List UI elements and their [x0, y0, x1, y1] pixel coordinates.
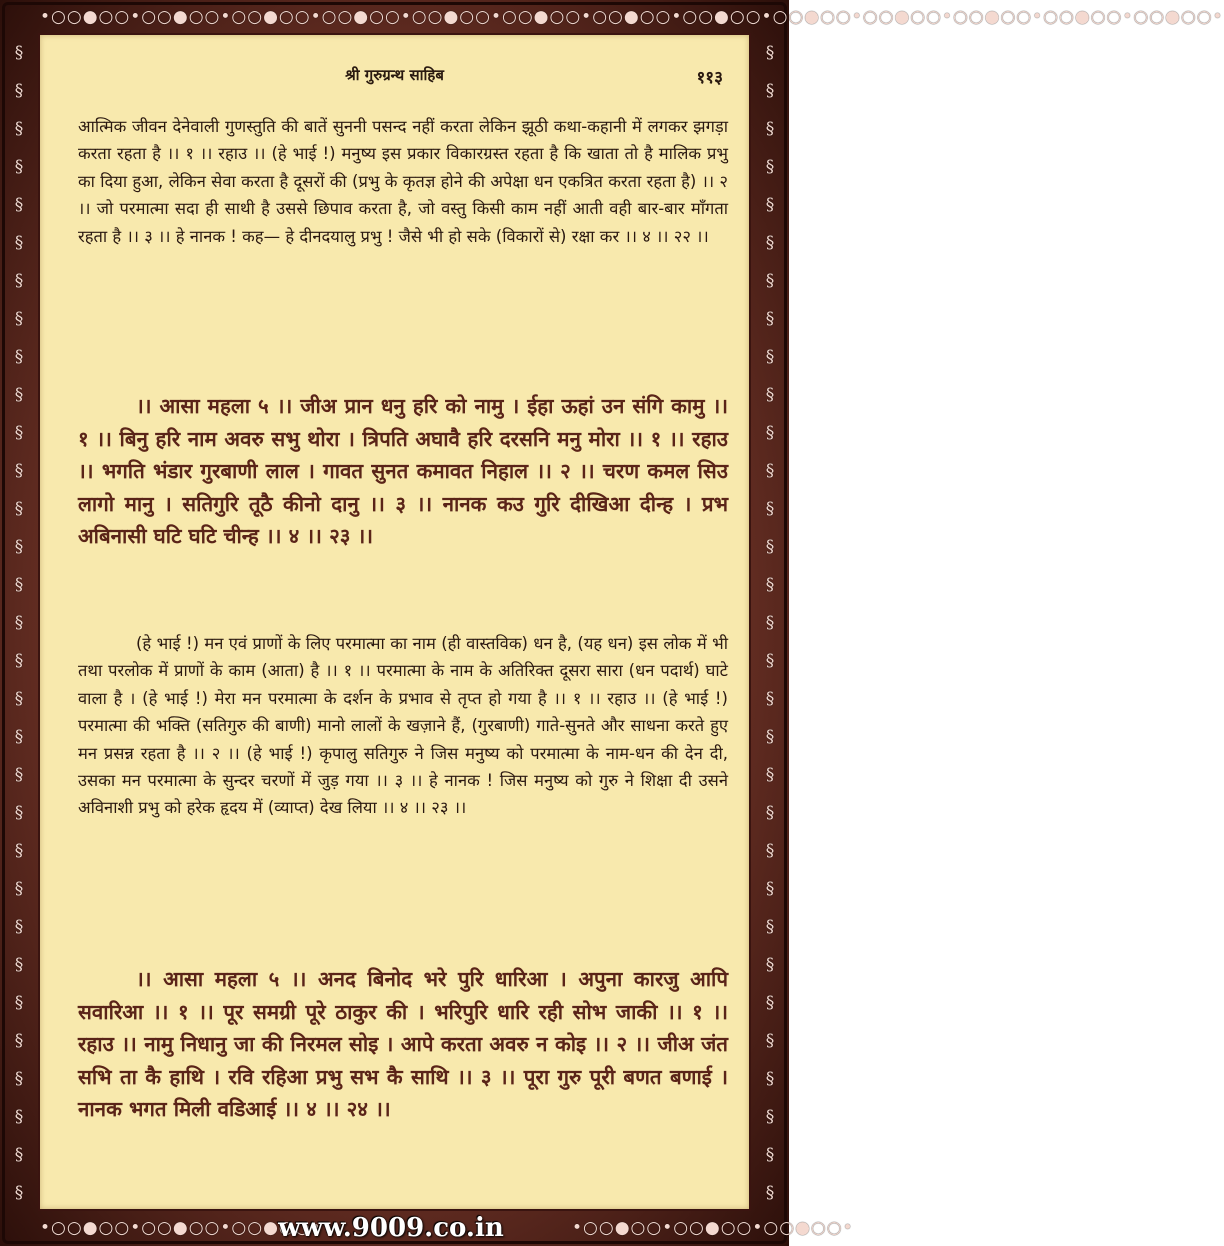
page-number: ११३	[696, 68, 723, 88]
translation-paragraph: आत्मिक जीवन देनेवाली गुणस्तुति की बातें सुननी पसन्द नहीं करता लेकिन झूठी कथा-कहानी में लगकर झगड़ा करता रहता है ।। १ ।। रहाउ ।। (हे भाई !) मनुष्य इस प्रकार विकारग्रस्त रहता है कि खाता तो है मालिक प्रभु का दिया हुआ, लेकिन सेवा करता है दूसरों की (प्रभु के कृतज्ञ होने की अपेक्षा धन एकत्रित करता रहता है) ।। २ ।। जो परमात्मा सदा ही साथी है उससे छिपाव करता है, जो वस्तु किसी काम नहीं आती वही बार-बार माँगता रहता है ।। ३ ।। हे नानक ! कह— हे दीनदयालु प्रभु ! जैसे भी हो सके (विकारों से) रक्षा कर ।। ४ ।। २२ ।।	[78, 117, 728, 246]
scripture-page	[38, 33, 751, 1211]
translation-text: (हे भाई !) मन एवं प्राणों के लिए परमात्मा का नाम (ही वास्तविक) धन है, (यह धन) इस लोक में भी तथा परलोक में प्राणों के काम (आता) है ।। १ ।। परमात्मा के नाम के अतिरिक्त दूसरा सारा (धन पदार्थ) घाटे वाला है । (हे भाई !) मेरा मन परमात्मा के दर्शन के प्रभाव से तृप्त हो गया है ।। १ ।। रहाउ ।। (हे भाई !) परमात्मा की भक्ति (सतिगुरु की बाणी) मानो लालों के खज़ाने हैं, (गुरबाणी) गाते-सुनते और साधना करते हुए मन प्रसन्न रहता है ।। २ ।। (हे भाई !) कृपालु सतिगुरु ने जिस मनुष्य को परमात्मा के नाम-धन की देन दी, उसका मन परमात्मा के सुन्दर चरणों में जुड़ गया ।। ३ ।। हे नानक ! जिस मनुष्य को गुरु ने शिक्षा दी उसने अविनाशी प्रभु को हरेक हृदय में (व्याप्त) देख लिया ।। ४ ।। २३ ।।	[78, 634, 728, 818]
website-url-link[interactable]: www.9009.co.in	[278, 1213, 504, 1243]
gurbani-verse-text: ।। आसा महला ५ ।। अनद बिनोद भरे पुरि धारिआ । अपुना कारजु आपि सवारिआ ।। १ ।। पूर समग्री पूरे ठाकुर की । भरिपुरि धारि रही सोभ जाकी ।। १ ।। रहाउ ।। नामु निधानु जा की निरमल सोइ । आपे करता अवरु न कोइ ।। २ ।। जीअ जंत सभि ता कै हाथि । रवि रहिआ प्रभु सभ कै साथि ।। ३ ।। पूरा गुरु पूरी बणत बणाई । नानक भगत मिली वडिआई ।। ४ ।। २४ ।।	[78, 967, 728, 1122]
scroll-ornament-bottom-right: •○○●○○•○○●○○•○○●○○•	[572, 1218, 854, 1238]
scroll-ornament-right: § § § § § § § § § § § § § § § § § § § § § § § § § § § § § § §	[765, 43, 775, 1203]
page-header	[40, 65, 749, 89]
gurbani-verse	[78, 963, 728, 1126]
scroll-ornament-left: § § § § § § § § § § § § § § § § § § § § § § § § § § § § § § §	[14, 43, 24, 1203]
translation-paragraph	[78, 630, 728, 822]
scroll-ornament-top: •○○●○○•○○●○○•○○●○○•○○●○○•○○●○○•○○●○○•○○●○○•○○●○○•○○●○○•○○●○○•○○●○○•○○●○○•○○●○○•	[40, 7, 1224, 27]
page-title: श्री गुरुग्रन्थ साहिब	[345, 66, 444, 84]
gurbani-verse	[78, 390, 728, 553]
gurbani-verse-text: ।। आसा महला ५ ।। जीअ प्रान धनु हरि को नामु । ईहा ऊहां उन संगि कामु ।। १ ।। बिनु हरि नाम अवरु सभु थोरा । त्रिपति अघावै हरि दरसनि मनु मोरा ।। १ ।। रहाउ ।। भगति भंडार गुरबाणी लाल । गावत सुनत कमावत निहाल ।। २ ।। चरण कमल सिउ लागो मानु । सतिगुरि तूठै कीनो दानु ।। ३ ।। नानक कउ गुरि दीखिआ दीन्ह । प्रभ अबिनासी घटि घटि चीन्ह ।। ४ ।। २३ ।।	[78, 394, 728, 549]
scroll-ornament-bottom-left: •○○●○○•○○●○○•○○●○○•	[40, 1218, 322, 1238]
